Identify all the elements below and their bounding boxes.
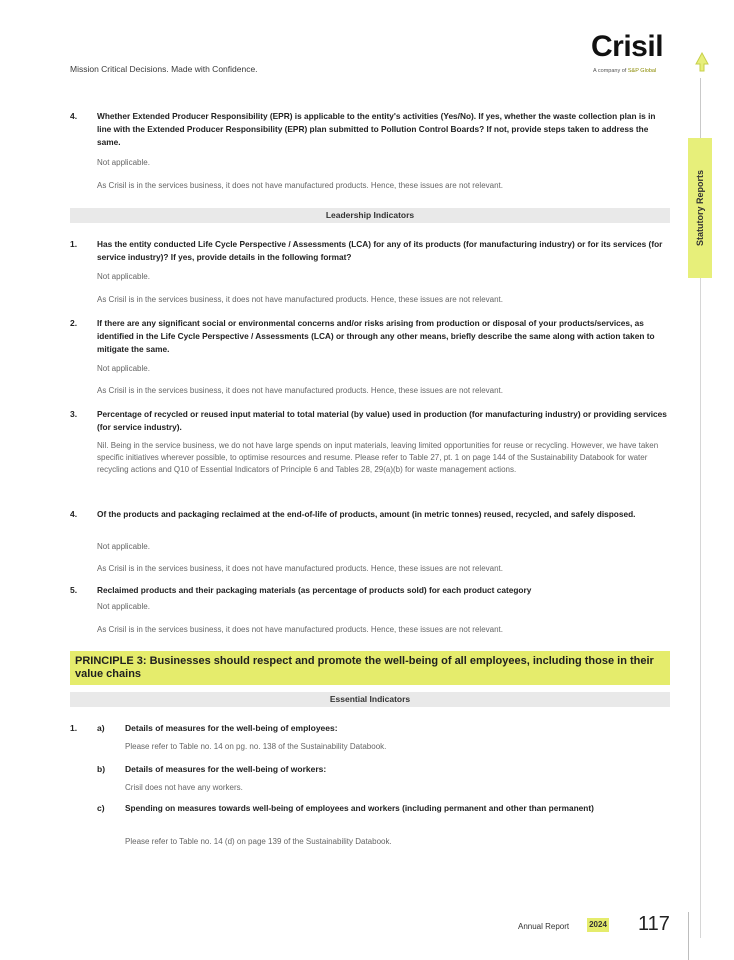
sub-letter: a) (97, 723, 105, 733)
question-text: Has the entity conducted Life Cycle Perspective / Assessments (LCA) for any of its products (for manufacturing industry) or for its services (for service industry)? If yes, provide details in the following format? (97, 239, 663, 262)
sub-answer: Crisil does not have any workers. (125, 783, 243, 792)
item-number: 3. (70, 409, 78, 419)
essential-heading: Essential Indicators (329, 694, 411, 704)
sub-title: Details of measures for the well-being of workers: (125, 764, 327, 774)
answer-text: Not applicable. (97, 158, 150, 167)
sub-letter: c) (97, 803, 105, 813)
sub-letter: b) (97, 764, 106, 774)
answer-detail: As Crisil is in the services business, it does not have manufactured products. Hence, these issues are not relevant. (97, 181, 503, 190)
answer-text: Not applicable. (97, 542, 150, 551)
sub-answer: Please refer to Table no. 14 on pg. no. 138 of the Sustainability Databook. (125, 742, 387, 751)
question-text: Percentage of recycled or reused input material to total material (by value) used in production (for manufacturing industry) or providing services (for service industry). (97, 409, 667, 432)
answer-text: Not applicable. (97, 364, 150, 373)
footer-divider (688, 912, 689, 960)
answer-text: Not applicable. (97, 602, 150, 611)
item-number: 2. (70, 318, 78, 328)
item-number: 4. (70, 111, 78, 121)
question-text: Of the products and packaging reclaimed at the end-of-life of products, amount (in metric tonnes) reused, recycled, and safely disposed. (97, 509, 636, 519)
answer-detail: As Crisil is in the services business, it does not have manufactured products. Hence, these issues are not relevant. (97, 386, 503, 395)
leadership-heading-bar (70, 208, 670, 223)
item-number: 4. (70, 509, 78, 519)
header-tagline: Mission Critical Decisions. Made with Confidence. (70, 64, 258, 74)
answer-text: Not applicable. (97, 272, 150, 281)
side-divider (700, 78, 701, 138)
answer-detail: As Crisil is in the services business, it does not have manufactured products. Hence, these issues are not relevant. (97, 564, 503, 573)
answer-detail: As Crisil is in the services business, it does not have manufactured products. Hence, these issues are not relevant. (97, 295, 503, 304)
question-text: Reclaimed products and their packaging materials (as percentage of products sold) for each product category (97, 585, 532, 595)
sub-title: Details of measures for the well-being of employees: (125, 723, 338, 733)
up-arrow-icon (695, 52, 709, 72)
page-number: 117 (638, 913, 670, 935)
footer-year: 2024 (587, 918, 609, 932)
side-tab-label: Statutory Reports (695, 169, 705, 247)
section-side-tab (688, 138, 712, 278)
principle-title: PRINCIPLE 3: Businesses should respect and promote the well-being of all employees, including those in their value chains (75, 655, 654, 680)
sub-answer: Please refer to Table no. 14 (d) on page 139 of the Sustainability Databook. (125, 837, 392, 846)
item-number: 1. (70, 239, 78, 249)
question-text: If there are any significant social or environmental concerns and/or risks arising from production or disposal of your products/services, as identified in the Life Cycle Perspective / Assessments (LCA) or through any other means, briefly describe the same along with action taken to mitigate the same. (97, 318, 655, 354)
question-text: Whether Extended Producer Responsibility (EPR) is applicable to the entity's activities (Yes/No). If yes, whether the waste collection plan is in line with the Extended Producer Responsibility (EPR) plan submitted to Pollution Control Boards? If not, provide steps taken to address the same. (97, 111, 656, 147)
footer-label: Annual Report (518, 922, 570, 931)
item-number: 5. (70, 585, 78, 595)
answer-text: Nil. Being in the service business, we do not have large spends on input materials, leaving limited opportunities for reuse or recycling. However, we have taken specific initiatives wherever possible, to optimise resources and resume. Please refer to Table 27, pt. 1 on page 144 of the Sustainability Databook for water recycling actions and Q10 of Essential Indicators of Principle 6 and Tables 28, 29(a)(b) for waste management actions. (97, 441, 659, 474)
essential-heading-bar (70, 692, 670, 707)
sub-title: Spending on measures towards well-being of employees and workers (including permanent and other than permanent) (125, 803, 594, 813)
logo-subtext (593, 68, 656, 74)
logo-sub-prefix: A company of (593, 68, 628, 74)
leadership-heading: Leadership Indicators (325, 210, 415, 220)
principle-banner (70, 651, 670, 685)
logo-sub-brand: S&P Global (627, 68, 657, 74)
side-divider-lower (700, 278, 701, 938)
answer-detail: As Crisil is in the services business, it does not have manufactured products. Hence, these issues are not relevant. (97, 625, 503, 634)
crisil-logo: Crisil (591, 30, 664, 63)
item-number: 1. (70, 723, 78, 733)
